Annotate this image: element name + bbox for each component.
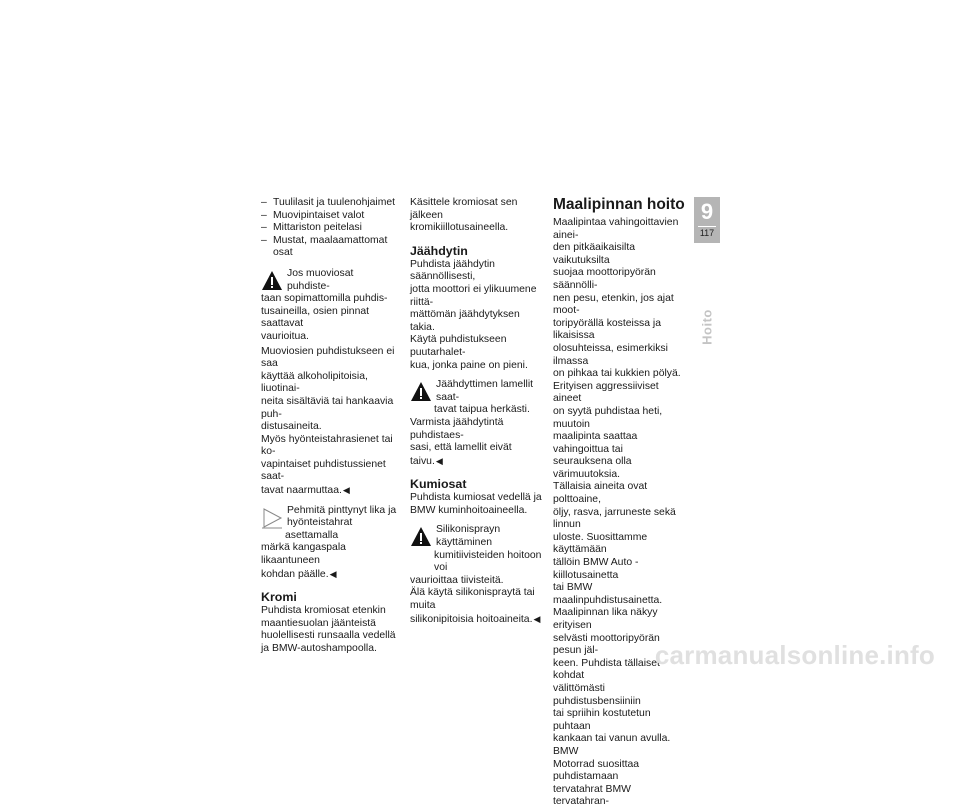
text-line: maantiesuolan jäänteistä xyxy=(261,617,376,629)
text-line: Käsittele kromiosat sen jälkeen xyxy=(410,197,518,221)
jaahdytin-paragraph xyxy=(410,259,544,372)
text-line: Maalipintaa vahingoittavien ainei- xyxy=(553,217,679,241)
kromi-paragraph xyxy=(261,605,397,655)
text-line: toripyörällä kosteissa ja likaisissa xyxy=(553,317,661,342)
end-mark-icon: ◀ xyxy=(435,455,443,466)
section-heading-kumiosat: Kumiosat xyxy=(410,477,467,492)
text-line: selvästi moottoripyörän pesun jäl- xyxy=(553,632,660,657)
text-line: Muoviosien puhdistukseen ei saa xyxy=(261,345,395,370)
note-line: taan sopimattomilla puhdis- xyxy=(261,293,388,305)
end-mark-icon: ◀ xyxy=(533,613,541,624)
note-line-content: kohdan päälle. xyxy=(261,568,329,580)
text-line: nen pesu, etenkin, jos ajat moot- xyxy=(553,292,674,317)
section-heading-maalipinnan-hoito: Maalipinnan hoito xyxy=(553,196,685,213)
text-line: keen. Puhdista tällaiset kohdat xyxy=(553,657,660,682)
list-item: – Tuulilasit ja tuulenohjaimet xyxy=(261,197,397,210)
text-line: kua, jonka paine on pieni. xyxy=(410,359,528,371)
chapter-title: Hoito xyxy=(699,309,715,345)
text-line: Puhdista kumiosat vedellä ja xyxy=(410,492,542,504)
text-line: on syytä puhdistaa heti, muutoin xyxy=(553,405,663,430)
text-line: den pitkäaikaisilta vaikutuksilta xyxy=(553,242,636,266)
chapter-tab-divider xyxy=(698,226,716,227)
text-line: Tällaisia aineita ovat polttoaine, xyxy=(553,481,648,506)
tip-note xyxy=(261,505,397,582)
text-line: on pihkaa tai kukkien pölyä. xyxy=(553,368,681,380)
text-line: ja BMW-autoshampoolla. xyxy=(261,643,377,654)
end-mark-icon: ◀ xyxy=(329,568,337,579)
text-line: Käytä puhdistukseen puutarhalet- xyxy=(410,334,507,358)
text-line: olosuhteissa, esimerkiksi ilmassa xyxy=(553,342,668,367)
text-line: huolellisesti runsaalla vedellä xyxy=(261,630,396,642)
list-item: – Mittariston peitelasi xyxy=(261,222,397,235)
text-line: maalipinta saattaa vahingoittua tai xyxy=(553,431,638,455)
warning-triangle-icon xyxy=(410,381,432,403)
note-line xyxy=(410,442,544,468)
chapter-number: 9 xyxy=(700,199,714,224)
text-line: Maalipinnan lika näkyy erityisen xyxy=(553,607,658,631)
text-line: tai spriihin kostutetun puhtaan xyxy=(553,708,651,732)
column-3 xyxy=(553,196,688,809)
text-line: vapintaiset puhdistussienet saat- xyxy=(261,458,386,483)
note-line: kumitiivisteiden hoitoon voi xyxy=(434,549,542,574)
text-line: jotta moottori ei ylikuumene riittä- xyxy=(410,283,537,308)
chapter-tab xyxy=(694,197,720,243)
end-mark-icon: ◀ xyxy=(342,485,350,496)
text-line: välittömästi puhdistusbensiiniin xyxy=(553,682,641,707)
note-first-line: Pehmitä pinttynyt lika ja xyxy=(287,504,397,516)
section-heading-kromi: Kromi xyxy=(261,590,297,605)
text-line: käyttää alkoholipitoisia, liuotinai- xyxy=(261,370,368,395)
kumiosat-paragraph xyxy=(410,492,544,517)
text-line: BMW kuminhoitoaineella. xyxy=(410,504,528,516)
chapter-side-title xyxy=(697,307,717,347)
warning-triangle-icon xyxy=(410,526,432,548)
paint-care-paragraph xyxy=(553,217,688,809)
text-line: neita sisältäviä tai hankaavia puh- xyxy=(261,395,394,420)
tip-triangle-icon xyxy=(261,507,283,529)
text-line: kankaan tai vanun avulla. BMW xyxy=(553,733,671,757)
note-line: märkä kangaspala likaantuneen xyxy=(261,542,346,567)
list-item: – Muovipintaiset valot xyxy=(261,210,397,223)
note-first-line: Silikonisprayn käyttäminen xyxy=(436,524,501,549)
kromi-continued-paragraph xyxy=(410,197,544,235)
note-line: vaurioittaa tiivisteitä. xyxy=(410,574,504,586)
note-line-content: silikonipitoisia hoitoaineita. xyxy=(410,613,533,625)
text-line: Motorrad suosittaa puhdistamaan xyxy=(553,758,640,783)
cleaning-items-list xyxy=(261,197,397,260)
warning-triangle-icon xyxy=(261,270,283,292)
note-line xyxy=(410,613,544,627)
note-first-line: Jäähdyttimen lamellit saat- xyxy=(436,379,534,403)
text-line: tai BMW maalinpuhdistusainetta. xyxy=(553,582,663,606)
column-2 xyxy=(410,197,544,628)
note-line xyxy=(261,568,397,582)
note-line: Varmista jäähdytintä puhdistaes- xyxy=(410,416,504,441)
radiator-warning-note xyxy=(410,379,544,468)
text-line: uloste. Suosittamme käyttämään xyxy=(553,531,648,556)
section-heading-jaahdytin: Jäähdytin xyxy=(410,243,468,258)
note-line: tavat taipua herkästi. xyxy=(434,404,530,416)
text-line: Puhdista jäähdytin säännöllisesti, xyxy=(410,258,495,283)
text-line: distusaineita. xyxy=(261,421,322,433)
column-1 xyxy=(261,197,397,656)
note-line-content: sasi, että lamellit eivät taivu. xyxy=(410,442,512,467)
note-first-line: Jos muoviosat puhdiste- xyxy=(287,267,354,292)
text-line: tervatahrat BMW tervatahran- xyxy=(553,783,631,808)
note-line: vaurioitua. xyxy=(261,330,309,342)
text-line: mättömän jäähdytyksen takia. xyxy=(410,309,520,333)
text-line xyxy=(261,484,397,498)
silicone-warning-note xyxy=(410,524,544,626)
text-line: öljy, rasva, jarruneste sekä linnun xyxy=(553,506,676,531)
note-line: hyönteistahrat asettamalla xyxy=(285,517,353,541)
text-line: Myös hyönteistahrasienet tai ko- xyxy=(261,433,393,458)
watermark: carmanualsonline.info xyxy=(654,640,935,670)
list-item: – Mustat, maalaamattomat osat xyxy=(261,235,397,260)
text-line: kromikiillotusaineella. xyxy=(410,222,509,234)
text-line: seurauksena olla värimuutoksia. xyxy=(553,456,632,480)
plastic-cleaning-paragraph xyxy=(261,346,397,498)
page-number: 117 xyxy=(699,228,715,238)
text-line: Erityisen aggressiiviset aineet xyxy=(553,380,659,405)
note-line: Älä käytä silikonispraytä tai muita xyxy=(410,587,535,612)
note-line: tusaineilla, osien pinnat saattavat xyxy=(261,305,370,330)
text-line: suojaa moottoripyörän säännölli- xyxy=(553,267,656,291)
plastic-warning-note xyxy=(261,268,397,344)
text-line: tällöin BMW Auto -kiillotusainetta xyxy=(553,557,639,581)
text-line: Puhdista kromiosat etenkin xyxy=(261,605,386,617)
text-line-content: tavat naarmuttaa. xyxy=(261,485,342,497)
